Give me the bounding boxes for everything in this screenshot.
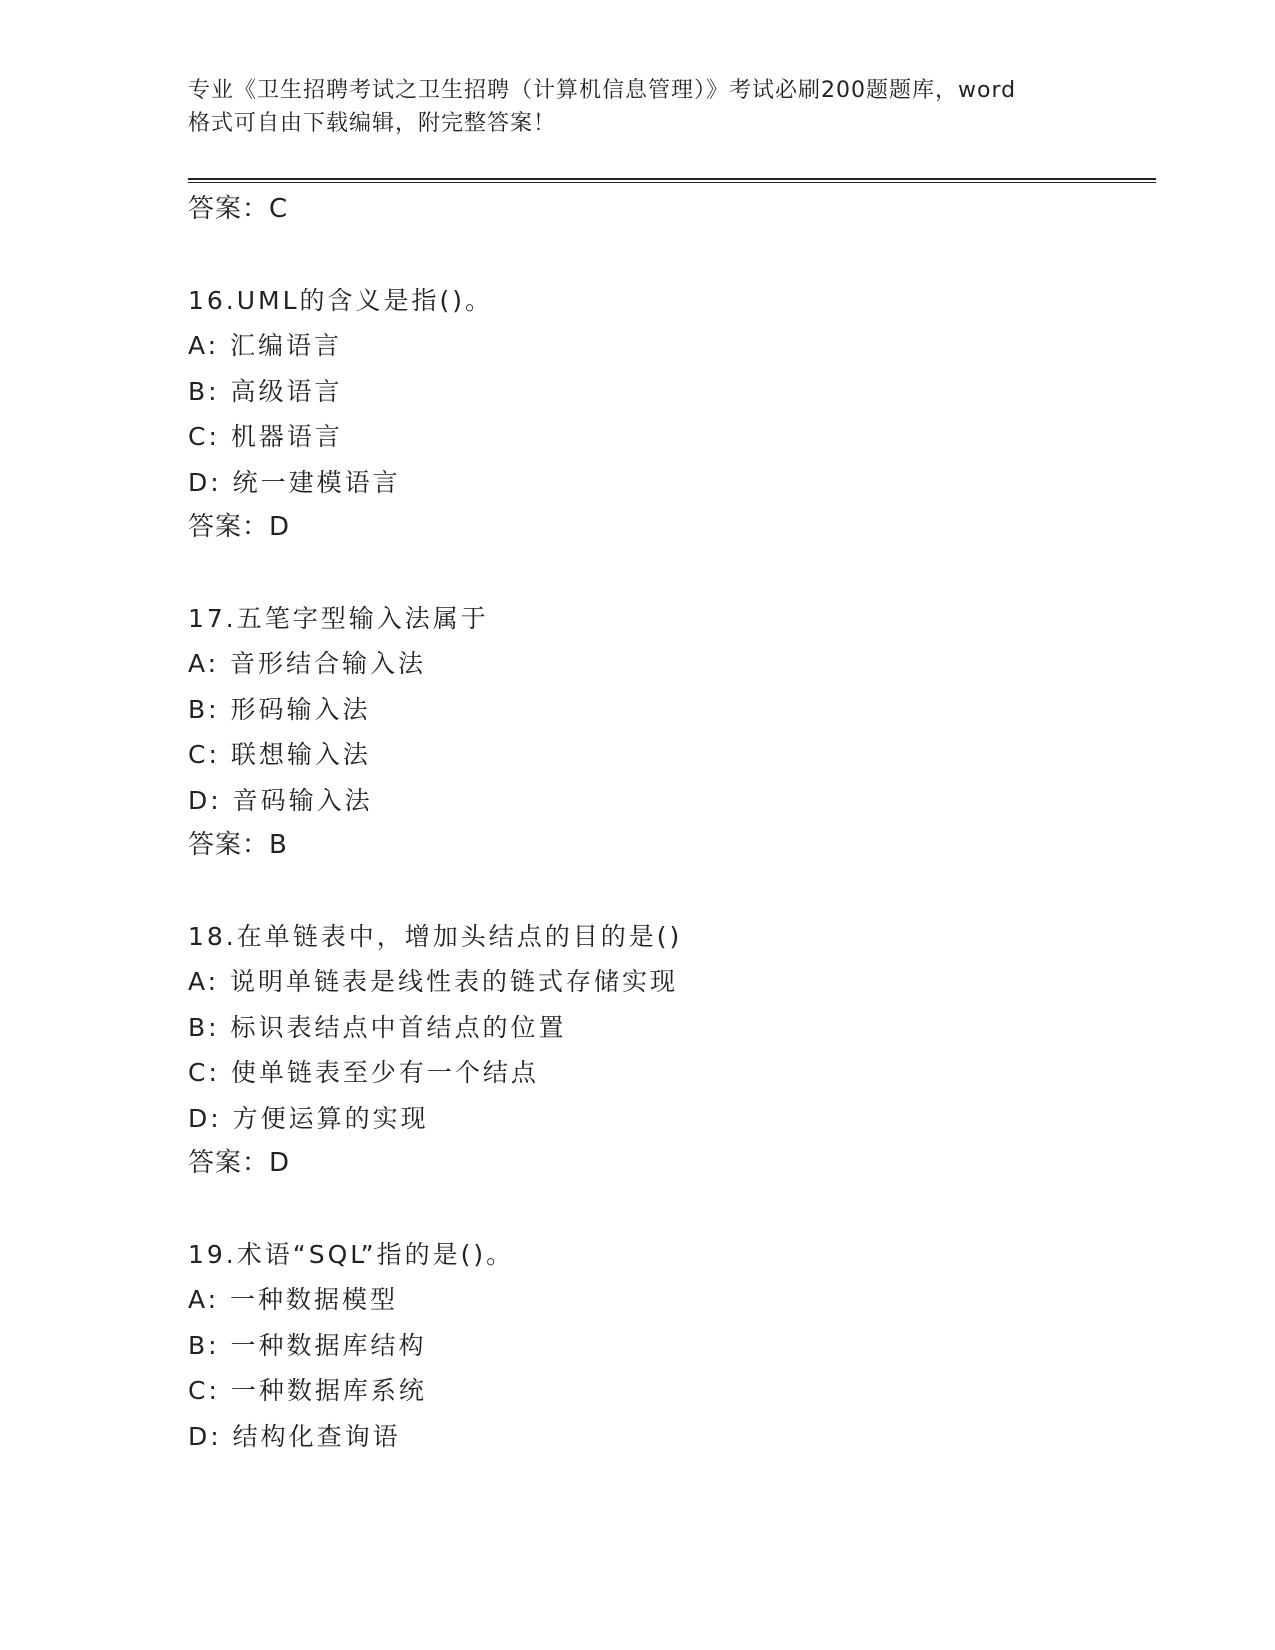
header-line-1: 专业《卫生招聘考试之卫生招聘（计算机信息管理）》考试必刷200题题库，word [188, 78, 1017, 103]
option-a: A: 音形结合输入法 [188, 649, 427, 678]
option-c: C: 使单链表至少有一个结点 [188, 1058, 539, 1087]
question-title: 19.术语“SQL”指的是()。 [188, 1239, 515, 1269]
question-title: 17.五笔字型输入法属于 [188, 603, 489, 633]
question-18 [188, 914, 1148, 1187]
answer-line: 答案：C [188, 194, 289, 224]
header-divider [188, 178, 1156, 183]
document-header [188, 74, 1088, 140]
option-b: B: 形码输入法 [188, 694, 371, 724]
option-c: C: 机器语言 [188, 422, 343, 451]
answer-line: 答案：D [188, 512, 291, 542]
option-d: D: 音码输入法 [188, 785, 373, 815]
option-d: D: 方便运算的实现 [188, 1103, 429, 1133]
option-b: B: 高级语言 [188, 376, 343, 406]
question-16 [188, 278, 1148, 551]
option-b: B: 标识表结点中首结点的位置 [188, 1012, 567, 1042]
option-a: A: 汇编语言 [188, 331, 343, 360]
answer-line: 答案：D [188, 1148, 291, 1178]
question-title: 16.UML的含义是指()。 [188, 285, 494, 315]
option-c: C: 联想输入法 [188, 740, 371, 769]
option-d: D: 结构化查询语 [188, 1421, 401, 1451]
option-a: A: 一种数据模型 [188, 1285, 399, 1314]
option-a: A: 说明单链表是线性表的链式存储实现 [188, 967, 679, 996]
option-d: D: 统一建模语言 [188, 467, 401, 497]
question-title: 18.在单链表中，增加头结点的目的是() [188, 921, 683, 951]
option-b: B: 一种数据库结构 [188, 1330, 427, 1360]
question-17 [188, 596, 1148, 869]
document-body [188, 187, 1148, 1459]
header-line-2: 格式可自由下载编辑，附完整答案！ [188, 111, 557, 136]
answer-line: 答案：B [188, 830, 288, 860]
question-19 [188, 1232, 1148, 1460]
option-c: C: 一种数据库系统 [188, 1376, 427, 1405]
